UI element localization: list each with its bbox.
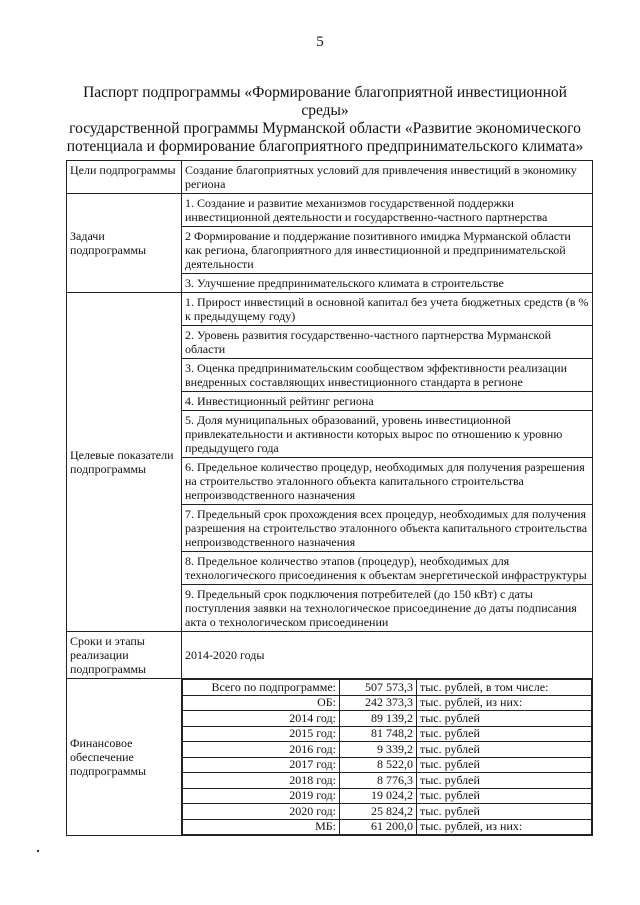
timeline-label: Сроки и этапы реализации подпрограммы [67,632,182,679]
financing-row [67,679,593,836]
financing-line-unit: тыс. рублей [417,742,592,758]
timeline-value: 2014-2020 годы [182,632,593,679]
financing-line-value: 8 776,3 [340,773,417,789]
tasks-label: Задачи подпрограммы [67,194,182,293]
passport-table [66,160,593,836]
financing-line-value: 25 824,2 [340,804,417,820]
financing-label: Финансовое обеспечение подпрограммы [67,679,182,836]
financing-line-label: 2017 год: [183,757,340,773]
scan-speck [37,850,39,852]
financing-line-label: ОБ: [183,695,340,711]
financing-line [183,788,592,804]
financing-line [183,742,592,758]
document-title [60,84,590,156]
financing-line-value: 89 139,2 [340,711,417,727]
financing-line-label: МБ: [183,819,340,835]
indicator-item: 2. Уровень развития государственно-частного партнерства Мурманской области [182,326,593,359]
timeline-row [67,632,593,679]
indicator-item: 7. Предельный срок прохождения всех процедур, необходимых для получения разрешения на строительство эталонного объекта капитального строительства непроизводственного назначения [182,505,593,552]
financing-line-value: 8 522,0 [340,757,417,773]
financing-line [183,819,592,835]
financing-line-label: 2018 год: [183,773,340,789]
indicator-item: 3. Оценка предпринимательским сообществом эффективности реализации внедренных составляющих инвестиционного стандарта в регионе [182,359,593,392]
goals-row [67,161,593,194]
title-line: государственной программы Мурманской области «Развитие экономического [69,120,581,137]
title-line: Паспорт подпрограммы «Формирование благоприятной инвестиционной [83,84,567,101]
indicators-label: Целевые показатели подпрограммы [67,293,182,632]
financing-line [183,757,592,773]
financing-line-label: 2015 год: [183,726,340,742]
task-item: 1. Создание и развитие механизмов государственной поддержки инвестиционной деятельности и государственно-частного партнерства [182,194,593,227]
financing-line-unit: тыс. рублей [417,773,592,789]
financing-line-label: 2019 год: [183,788,340,804]
financing-line-unit: тыс. рублей [417,757,592,773]
financing-line [183,695,592,711]
page-number: 5 [316,34,324,50]
title-line: потенциала и формирование благоприятного предпринимательского климата» [66,138,584,155]
financing-line-unit: тыс. рублей [417,788,592,804]
financing-line-unit: тыс. рублей [417,711,592,727]
task-row [67,194,593,227]
title-line: среды» [301,102,349,119]
financing-line-value: 9 339,2 [340,742,417,758]
task-item: 2 Формирование и поддержание позитивного имиджа Мурманской области как региона, благоприятного для инвестиционной и предпринимательской деятельности [182,227,593,274]
financing-line-unit: тыс. рублей, из них: [417,819,592,835]
financing-line-unit: тыс. рублей, из них: [417,695,592,711]
financing-table [182,679,592,835]
financing-line [183,804,592,820]
goals-text: Создание благоприятных условий для привлечения инвестиций в экономику региона [182,161,593,194]
financing-line-value: 81 748,2 [340,726,417,742]
indicator-item: 4. Инвестиционный рейтинг региона [182,392,593,411]
financing-line-value: 507 573,3 [340,680,417,696]
financing-line-value: 242 373,3 [340,695,417,711]
financing-line-unit: тыс. рублей, в том числе: [417,680,592,696]
financing-line-label: Всего по подпрограмме: [183,680,340,696]
indicator-item: 8. Предельное количество этапов (процедур), необходимых для технологического присоединения к объектам энергетической инфраструктуры [182,552,593,585]
financing-line-label: 2020 год: [183,804,340,820]
financing-line-value: 19 024,2 [340,788,417,804]
financing-line [183,680,592,696]
indicator-item: 5. Доля муниципальных образований, уровень инвестиционной привлекательности и активности которых вырос по отношению к уровню предыдущего года [182,411,593,458]
financing-line-label: 2016 год: [183,742,340,758]
financing-line-label: 2014 год: [183,711,340,727]
financing-line [183,726,592,742]
task-item: 3. Улучшение предпринимательского климата в строительстве [182,274,593,293]
financing-line-value: 61 200,0 [340,819,417,835]
indicator-item: 1. Прирост инвестиций в основной капитал без учета бюджетных средств (в % к предыдущему году) [182,293,593,326]
financing-line [183,773,592,789]
indicator-item: 6. Предельное количество процедур, необходимых для получения разрешения на строительство эталонного объекта капитального строительства непроизводственного назначения [182,458,593,505]
goals-label: Цели подпрограммы [67,161,182,194]
indicator-row [67,293,593,326]
financing-line-unit: тыс. рублей [417,804,592,820]
indicator-item: 9. Предельный срок подключения потребителей (до 150 кВт) с даты поступления заявки на технологическое присоединение до даты подписания акта о технологическом присоединении [182,585,593,632]
financing-line-unit: тыс. рублей [417,726,592,742]
financing-line [183,711,592,727]
